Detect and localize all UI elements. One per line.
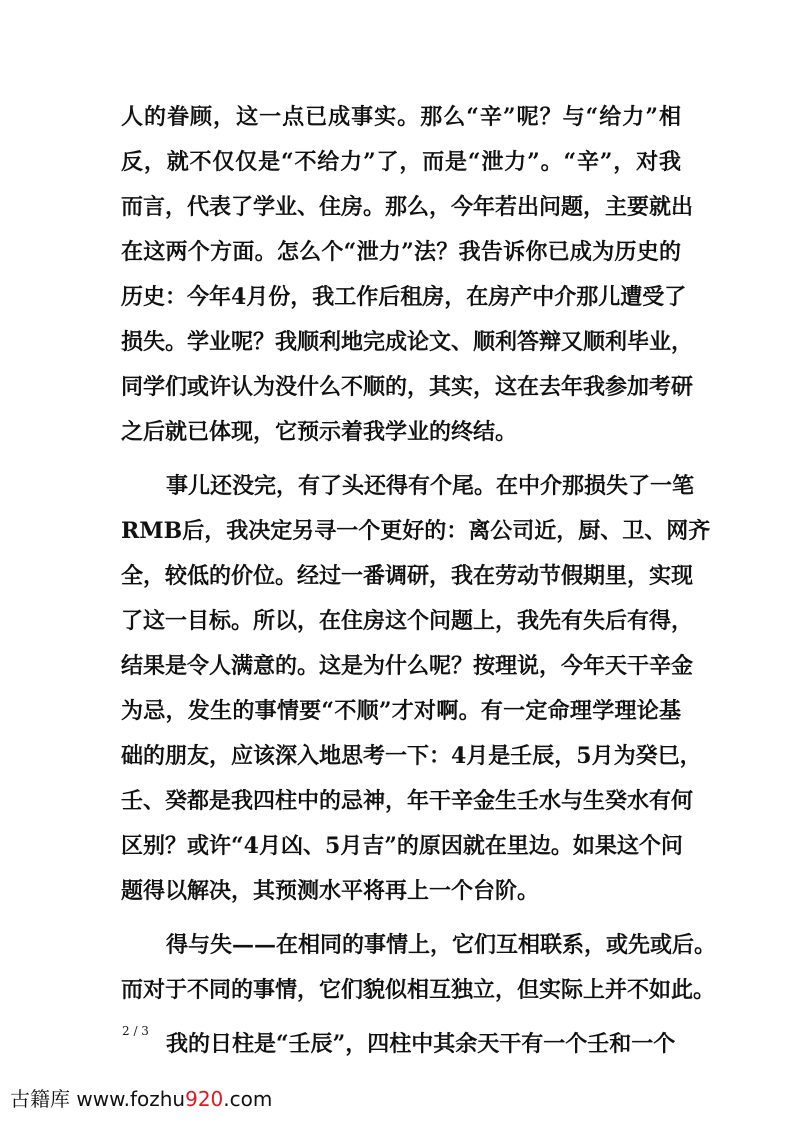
site-footer-link[interactable] [10, 1086, 272, 1112]
text-line: 而对于不同的事情，它们貌似相互独立，但实际上并不如此。 [121, 977, 716, 1003]
site-url-prefix: www.fozhu [76, 1087, 186, 1111]
text-line: 反，就不仅仅是“不给力”了，而是“泄力”。“辛”，对我 [121, 149, 681, 175]
text-line: 全，较低的价位。经过一番调研，我在劳动节假期里，实现 [121, 563, 694, 589]
text-line: 而言，代表了学业、住房。那么，今年若出问题，主要就出 [121, 194, 694, 220]
site-name: 古籍库 [10, 1087, 70, 1111]
text-line: 题得以解决，其预测水平将再上一个台阶。 [121, 878, 540, 904]
page-number: 2 / 3 [122, 1024, 149, 1038]
text-line: 事儿还没完，有了头还得有个尾。在中介那损失了一笔 [166, 473, 695, 499]
text-line: 我的日柱是“壬辰”，四柱中其余天干有一个壬和一个 [166, 1031, 676, 1057]
text-line: 同学们或许认为没什么不顺的，其实，这在去年我参加考研 [121, 374, 694, 400]
text-line: 结果是令人满意的。这是为什么呢？按理说，今年天干辛金 [121, 653, 694, 679]
text-line: 损失。学业呢？我顺利地完成论文、顺利答辩又顺利毕业， [121, 329, 694, 355]
site-url-suffix: .com [223, 1087, 273, 1111]
text-line: 得与失——在相同的事情上，它们互相联系，或先或后。 [166, 932, 717, 958]
text-line: 人的眷顾，这一点已成事实。那么“辛”呢？与“给力”相 [121, 104, 681, 130]
text-line: 础的朋友，应该深入地思考一下：4月是壬辰，5月为癸巳， [121, 743, 702, 769]
text-line: 在这两个方面。怎么个“泄力”法？我告诉你已成为历史的 [121, 239, 681, 265]
text-line: RMB后，我决定另寻一个更好的：离公司近，厨、卫、网齐 [121, 518, 711, 544]
text-line: 壬、癸都是我四柱中的忌神，年干辛金生壬水与生癸水有何 [121, 788, 694, 814]
text-line: 为忌，发生的事情要“不顺”才对啊。有一定命理学理论基 [121, 698, 681, 724]
text-line: 区别？或许“4月凶、5月吉”的原因就在里边。如果这个问 [121, 833, 683, 859]
text-line: 之后就已体现，它预示着我学业的终结。 [121, 419, 518, 445]
text-line: 了这一目标。所以，在住房这个问题上，我先有失后有得， [121, 608, 694, 634]
site-url-number: 920 [185, 1087, 224, 1111]
text-line: 历史：今年4月份，我工作后租房，在房产中介那儿遭受了 [121, 284, 687, 310]
